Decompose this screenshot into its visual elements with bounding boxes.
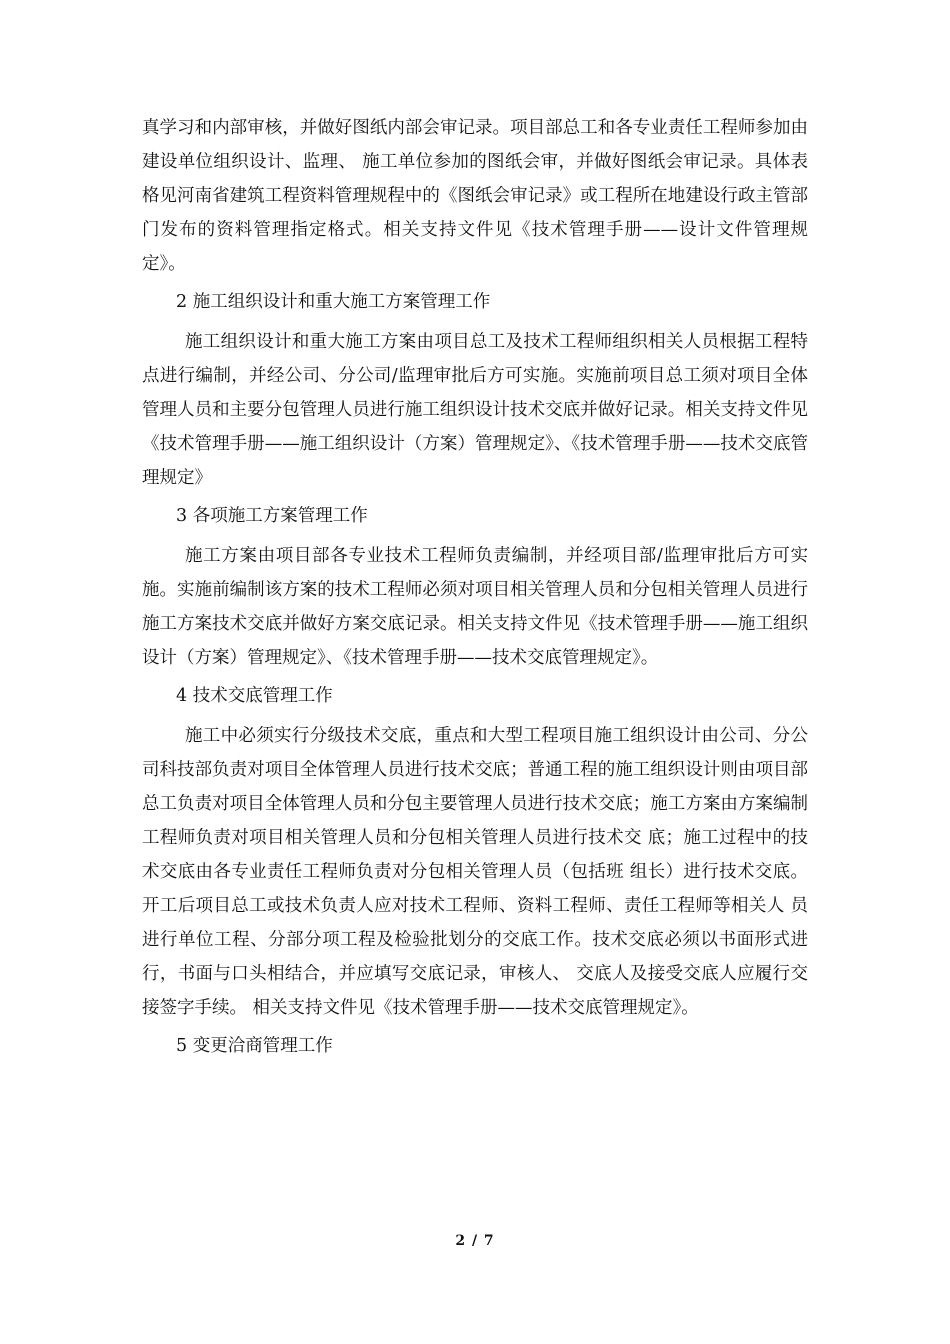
body-paragraph: 施工中必须实行分级技术交底，重点和大型工程项目施工组织设计由公司、分公司科技部负责对项目全体管理人员进行技术交底；普通工程的施工组织设计则由项目部总工负责对项目全体管理人员和分包主要管理人员进行技术交底；施工方案由方案编制工程师负责对项目相关管理人员和分包相关管理人员进行技术交 底；施工过程中的技术交底由各专业责任工程师负责对分包相关管理人员（包括班 组长）进行技术交底。开工后项目总工或技术负责人应对技术工程师、资料工程师、责任工程师等相关人 员进行单位工程、分部分项工程及检验批划分的交底工作。技术交底必须以书面形式进行，书面与口头相结合，并应填写交底记录，审核人、 交底人及接受交底人应履行交接签字手续。 相关支持文件见《技术管理手册——技术交底管理规定》。 [142, 726, 808, 1018]
section-heading: 5 变更洽商管理工作 [176, 1036, 333, 1056]
document-body [142, 111, 808, 1069]
page-number: 2 / 7 [455, 1233, 495, 1249]
section-heading: 3 各项施工方案管理工作 [176, 506, 368, 526]
body-paragraph: 真学习和内部审核，并做好图纸内部会审记录。项目部总工和各专业责任工程师参加由建设单位组织设计、监理、 施工单位参加的图纸会审，并做好图纸会审记录。具体表格见河南省建筑工程资料管理规程中的《图纸会审记录》或工程所在地建设行政主管部门发布的资料管理指定格式。相关支持文件见《技术管理手册——设计文件管理规定》。 [142, 118, 808, 274]
body-paragraph: 施工组织设计和重大施工方案由项目总工及技术工程师组织相关人员根据工程特点进行编制，并经公司、分公司/监理审批后方可实施。实施前项目总工须对项目全体管理人员和主要分包管理人员进行施工组织设计技术交底并做好记录。相关支持文件见《技术管理手册——施工组织设计（方案）管理规定》、《技术管理手册——技术交底管理规定》 [142, 332, 808, 488]
section-heading: 2 施工组织设计和重大施工方案管理工作 [176, 292, 491, 312]
body-paragraph: 施工方案由项目部各专业技术工程师负责编制，并经项目部/监理审批后方可实施。实施前编制该方案的技术工程师必须对项目相关管理人员和分包相关管理人员进行施工方案技术交底并做好方案交底记录。相关支持文件见《技术管理手册——施工组织设计（方案）管理规定》、《技术管理手册——技术交底管理规定》。 [142, 546, 808, 668]
section-heading: 4 技术交底管理工作 [176, 686, 333, 706]
